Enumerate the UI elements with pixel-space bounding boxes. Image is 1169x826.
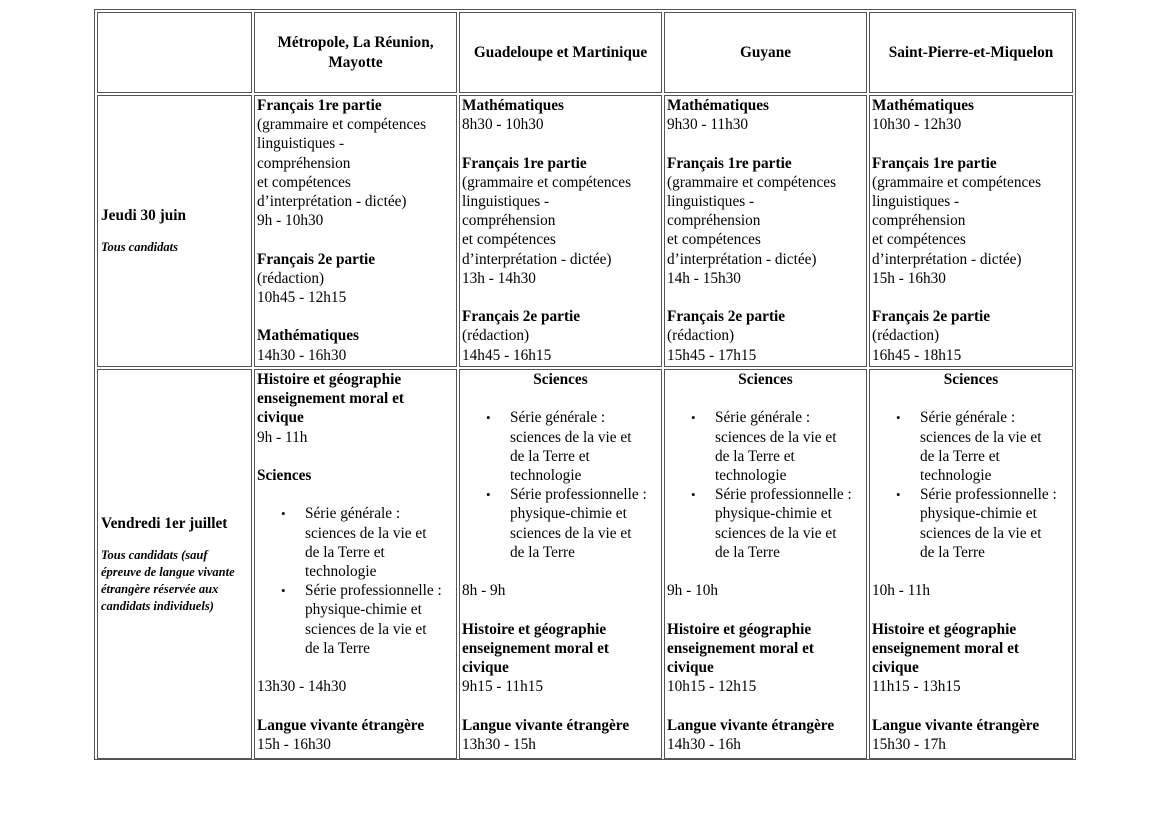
exam-time: 10h45 - 12h15	[257, 289, 347, 307]
exam-detail: linguistiques -	[872, 193, 960, 210]
exam-title: Français 1re partie	[872, 154, 997, 172]
exam-title: Français 2e partie	[872, 308, 991, 326]
header-label: Saint-Pierre-et-Miquelon	[888, 43, 1054, 61]
exam-schedule-table	[94, 9, 1076, 760]
cell-vendredi-metropole	[254, 369, 457, 759]
exam-title: civique	[872, 659, 919, 676]
exam-detail: et compétences	[667, 231, 761, 249]
exam-detail: (rédaction)	[872, 327, 940, 345]
exam-time: 9h - 10h30	[257, 212, 324, 230]
exam-title: Langue vivante étrangère	[257, 716, 425, 734]
exam-title: Sciences	[257, 467, 312, 484]
exam-detail: compréhension	[872, 212, 966, 230]
exam-time: 10h30 - 12h30	[872, 116, 962, 134]
series-item: • Série générale : sciences de la vie et de la Terre et technologie	[510, 408, 659, 485]
exam-detail: (rédaction)	[667, 327, 735, 345]
header-guyane	[664, 12, 867, 93]
exam-time: 14h - 15h30	[667, 269, 741, 287]
exam-title: Langue vivante étrangère	[872, 716, 1040, 734]
exam-time: 9h - 11h	[257, 428, 308, 446]
exam-title: enseignement moral et	[462, 639, 609, 657]
exam-title: Sciences	[533, 371, 588, 388]
series-item: • Série professionnelle : physique-chimie et sciences de la vie et de la Terre	[920, 485, 1070, 562]
series-list	[305, 504, 454, 658]
cell-vendredi-guyane	[664, 369, 867, 759]
series-list	[510, 408, 659, 562]
header-label: Guadeloupe et Martinique	[473, 43, 648, 61]
exam-time: 15h - 16h30	[257, 735, 331, 753]
exam-title: Sciences	[943, 371, 999, 388]
cell-vendredi-saint-pierre-et-miquelon	[869, 369, 1073, 759]
exam-detail: d’interprétation - dictée)	[872, 250, 1022, 268]
exam-title: Histoire et géographie	[257, 371, 402, 388]
exam-detail: linguistiques -	[462, 193, 550, 210]
series-list	[920, 408, 1070, 562]
exam-title: enseignement moral et	[872, 639, 1019, 657]
exam-time: 14h45 - 16h15	[462, 346, 552, 364]
header-label: Métropole, La Réunion, Mayotte	[277, 34, 434, 71]
exam-detail: et compétences	[257, 173, 351, 191]
exam-detail: et compétences	[872, 231, 966, 249]
exam-detail: linguistiques -	[667, 193, 755, 210]
day-note: Tous candidats (sauf épreuve de langue vivante étrangère réservée aux candidats individuels)	[101, 547, 235, 613]
exam-time: 13h30 - 15h	[462, 735, 536, 753]
row-label-vendredi	[97, 369, 252, 759]
header-guadeloupe-martinique	[459, 12, 662, 93]
exam-title: Français 2e partie	[667, 308, 786, 326]
exam-detail: compréhension	[462, 212, 556, 230]
exam-title: Français 1re partie	[462, 154, 587, 172]
exam-time: 9h30 - 11h30	[667, 116, 749, 134]
exam-title: Français 2e partie	[462, 308, 581, 326]
exam-title: Langue vivante étrangère	[667, 716, 835, 734]
exam-title: civique	[667, 659, 714, 676]
exam-title: Mathématiques	[462, 97, 564, 114]
exam-detail: (grammaire et compétences	[257, 116, 427, 134]
exam-time: 11h15 - 13h15	[872, 678, 961, 696]
exam-title: civique	[462, 659, 509, 676]
series-item: • Série générale : sciences de la vie et de la Terre et technologie	[715, 408, 864, 485]
exam-time: 14h30 - 16h30	[257, 346, 347, 364]
cell-vendredi-guadeloupe-martinique	[459, 369, 662, 759]
exam-time: 9h - 10h	[667, 582, 718, 600]
header-label: Guyane	[740, 43, 791, 61]
exam-detail: (grammaire et compétences	[667, 173, 837, 191]
exam-time: 13h30 - 14h30	[257, 678, 347, 696]
exam-detail: (grammaire et compétences	[872, 173, 1042, 191]
day-label: Jeudi 30 juin	[101, 207, 187, 224]
exam-time: 14h30 - 16h	[667, 735, 741, 753]
exam-title: Histoire et géographie	[872, 620, 1017, 638]
exam-time: 16h45 - 18h15	[872, 346, 962, 364]
exam-title: Mathématiques	[257, 327, 359, 345]
series-item: • Série générale : sciences de la vie et de la Terre et technologie	[305, 504, 454, 581]
exam-title: Mathématiques	[667, 97, 769, 114]
exam-time: 13h - 14h30	[462, 269, 536, 287]
series-list	[715, 408, 864, 562]
exam-time: 10h - 11h	[872, 582, 931, 600]
cell-jeudi-guyane	[664, 95, 867, 367]
day-note: Tous candidats	[101, 240, 178, 254]
exam-detail: et compétences	[462, 231, 556, 249]
exam-detail: d’interprétation - dictée)	[462, 250, 612, 268]
exam-title: Langue vivante étrangère	[462, 716, 630, 734]
exam-time: 8h30 - 10h30	[462, 116, 544, 134]
exam-time: 15h30 - 17h	[872, 735, 946, 753]
series-item: • Série professionnelle : physique-chimie et sciences de la vie et de la Terre	[510, 485, 659, 562]
exam-time: 15h45 - 17h15	[667, 346, 757, 364]
exam-title: Sciences	[738, 371, 793, 388]
exam-detail: compréhension	[667, 212, 761, 230]
exam-time: 10h15 - 12h15	[667, 678, 757, 696]
series-item: • Série générale : sciences de la vie et de la Terre et technologie	[920, 408, 1070, 485]
exam-detail: d’interprétation - dictée)	[257, 193, 407, 211]
cell-jeudi-guadeloupe-martinique	[459, 95, 662, 367]
exam-detail: (rédaction)	[257, 269, 325, 287]
exam-time: 8h - 9h	[462, 582, 506, 600]
exam-title: Histoire et géographie	[667, 620, 812, 638]
exam-detail: (rédaction)	[462, 327, 530, 345]
row-label-jeudi	[97, 95, 252, 367]
exam-title: enseignement moral et	[667, 639, 814, 657]
exam-time: 15h - 16h30	[872, 269, 946, 287]
exam-detail: linguistiques -	[257, 135, 345, 153]
header-saint-pierre-et-miquelon	[869, 12, 1073, 93]
exam-detail: compréhension	[257, 154, 351, 172]
exam-title: Français 1re partie	[257, 97, 382, 114]
day-label: Vendredi 1er juillet	[101, 514, 228, 532]
exam-title: Histoire et géographie	[462, 620, 607, 638]
exam-time: 9h15 - 11h15	[462, 678, 544, 696]
exam-title: enseignement moral et	[257, 390, 404, 408]
cell-jeudi-saint-pierre-et-miquelon	[869, 95, 1073, 367]
series-item: • Série professionnelle : physique-chimie et sciences de la vie et de la Terre	[305, 581, 454, 658]
exam-detail: d’interprétation - dictée)	[667, 250, 817, 268]
exam-title: Français 2e partie	[257, 250, 376, 268]
exam-title: Français 1re partie	[667, 154, 792, 172]
header-metropole	[254, 12, 457, 93]
exam-detail: (grammaire et compétences	[462, 173, 632, 191]
header-corner-cell	[97, 12, 252, 93]
series-item: • Série professionnelle : physique-chimie et sciences de la vie et de la Terre	[715, 485, 864, 562]
cell-jeudi-metropole	[254, 95, 457, 367]
exam-title: civique	[257, 409, 304, 427]
exam-title: Mathématiques	[872, 97, 974, 114]
